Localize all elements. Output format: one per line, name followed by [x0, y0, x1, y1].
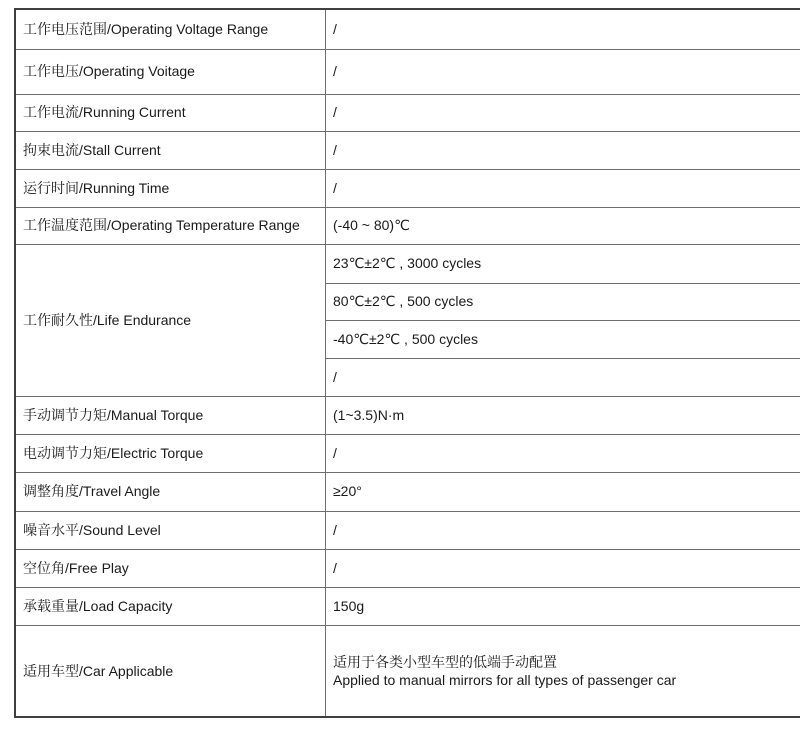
row-value: / [326, 49, 800, 94]
spec-row-manual-torque [15, 396, 800, 434]
row-value: (1~3.5)N·m [326, 396, 800, 434]
row-label: 适用车型/Car Applicable [15, 625, 326, 717]
row-label: 运行时间/Running Time [15, 169, 326, 207]
row-value: / [326, 358, 800, 396]
row-label: 调整角度/Travel Angle [15, 472, 326, 511]
spec-row-load-capacity [15, 587, 800, 625]
spec-row-travel-angle [15, 472, 800, 511]
row-value-line-zh: 适用于各类小型车型的低端手动配置 [333, 653, 798, 671]
spec-row-car-applicable [15, 625, 800, 717]
spec-row-operating-temperature-range [15, 207, 800, 244]
row-label: 承载重量/Load Capacity [15, 587, 326, 625]
row-label: 拘束电流/Stall Current [15, 131, 326, 169]
row-label: 电动调节力矩/Electric Torque [15, 434, 326, 472]
row-label: 工作电压范围/Operating Voltage Range [15, 9, 326, 49]
row-value: 23℃±2℃ , 3000 cycles [326, 244, 800, 283]
row-label: 工作电流/Running Current [15, 94, 326, 131]
row-value: / [326, 511, 800, 549]
row-value-line-en: Applied to manual mirrors for all types of passenger car [333, 671, 798, 689]
spec-row-sound-level [15, 511, 800, 549]
row-value: (-40 ~ 80)℃ [326, 207, 800, 244]
spec-row-running-time [15, 169, 800, 207]
spec-row-operating-voltage [15, 49, 800, 94]
row-value: ≥20° [326, 472, 800, 511]
row-value: / [326, 169, 800, 207]
row-value: / [326, 434, 800, 472]
row-label: 手动调节力矩/Manual Torque [15, 396, 326, 434]
spec-table [14, 8, 800, 718]
row-label: 工作耐久性/Life Endurance [15, 244, 326, 396]
row-value: / [326, 549, 800, 587]
row-label: 工作电压/Operating Voitage [15, 49, 326, 94]
row-value: / [326, 9, 800, 49]
spec-row-free-play [15, 549, 800, 587]
spec-row-stall-current [15, 131, 800, 169]
row-label: 空位角/Free Play [15, 549, 326, 587]
row-value [326, 625, 800, 717]
spec-row-life-endurance [15, 244, 800, 283]
row-value: / [326, 131, 800, 169]
row-label: 噪音水平/Sound Level [15, 511, 326, 549]
row-value: 150g [326, 587, 800, 625]
row-label: 工作温度范围/Operating Temperature Range [15, 207, 326, 244]
spec-row-operating-voltage-range [15, 9, 800, 49]
spec-row-running-current [15, 94, 800, 131]
row-value: 80℃±2℃ , 500 cycles [326, 283, 800, 320]
spec-row-electric-torque [15, 434, 800, 472]
row-value: -40℃±2℃ , 500 cycles [326, 320, 800, 358]
row-value: / [326, 94, 800, 131]
